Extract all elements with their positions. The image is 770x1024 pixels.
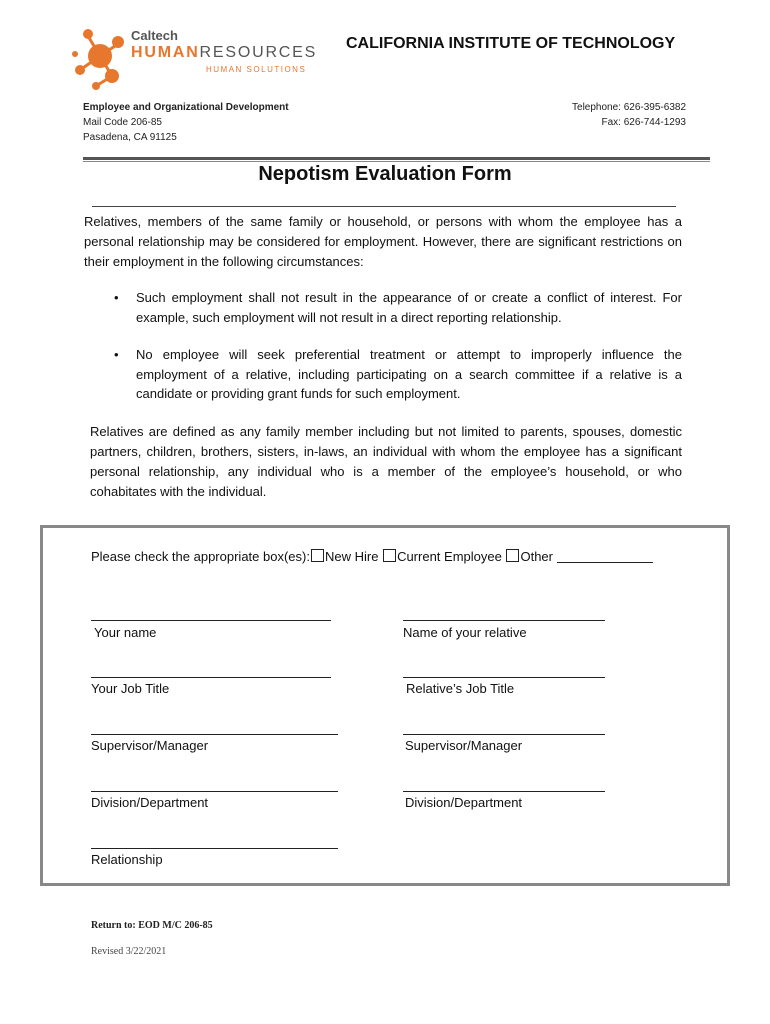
bullet-preferential-treatment: No employee will seek preferential treatment or attempt to improperly influence the employment of a relative, including participating on a search committee if a relative is a candidate or providing grant funds for such employment. bbox=[136, 347, 682, 401]
label-relative-job-title: Relative’s Job Title bbox=[406, 681, 515, 696]
checkbox-current-employee[interactable] bbox=[383, 549, 396, 562]
logo-human: HUMAN bbox=[131, 44, 200, 61]
definition-paragraph: Relatives are defined as any family member including but not limited to parents, spouses, domestic partners, children, brothers, sisters, in-laws, an individual with whom the employee has a significant personal relationship, any individual who is a member of the employee’s household, or who cohabitates with the individual. bbox=[90, 424, 682, 499]
bullet-conflict-of-interest: Such employment shall not result in the appearance of or create a conflict of interest. For example, such employment will not result in a direct reporting relationship. bbox=[136, 290, 682, 325]
logo-solutions-text: HUMAN SOLUTIONS bbox=[206, 65, 307, 74]
option-other: Other bbox=[520, 549, 553, 564]
your-division-field[interactable] bbox=[91, 791, 338, 792]
logo-caltech-text: Caltech bbox=[131, 28, 178, 43]
intro-paragraph: Relatives, members of the same family or household, or persons with whom the employee has a personal relationship may be considered for employment. However, there are significant restrictions on their employment in the following circumstances: bbox=[84, 214, 682, 269]
revised-date: Revised 3/22/2021 bbox=[91, 946, 167, 957]
label-your-name: Your name bbox=[94, 625, 157, 640]
bullet-dot: • bbox=[114, 290, 119, 305]
relative-supervisor-field[interactable] bbox=[403, 734, 605, 735]
mail-code: Mail Code 206-85 bbox=[83, 117, 162, 128]
your-job-title-field[interactable] bbox=[91, 677, 331, 678]
label-relative-supervisor: Supervisor/Manager bbox=[405, 738, 523, 753]
label-your-division: Division/Department bbox=[91, 795, 209, 810]
header-divider-thin bbox=[83, 161, 710, 162]
title-underline bbox=[92, 206, 676, 207]
institution-name: CALIFORNIA INSTITUTE OF TECHNOLOGY bbox=[346, 35, 676, 52]
label-your-supervisor: Supervisor/Manager bbox=[91, 738, 209, 753]
label-your-job-title: Your Job Title bbox=[91, 681, 170, 696]
relative-name-field[interactable] bbox=[403, 620, 605, 621]
bullet-dot: • bbox=[114, 347, 119, 362]
header-divider bbox=[83, 157, 710, 160]
form-box bbox=[40, 525, 730, 886]
your-supervisor-field[interactable] bbox=[91, 734, 338, 735]
relationship-field[interactable] bbox=[91, 848, 338, 849]
checkbox-row bbox=[91, 549, 653, 564]
relative-division-field[interactable] bbox=[403, 791, 605, 792]
city-address: Pasadena, CA 91125 bbox=[83, 132, 177, 143]
label-relative-name: Name of your relative bbox=[403, 625, 527, 640]
check-prompt: Please check the appropriate box(es): bbox=[91, 549, 310, 564]
return-to-text: Return to: EOD M/C 206-85 bbox=[91, 920, 213, 931]
relative-job-title-field[interactable] bbox=[403, 677, 605, 678]
other-specify-field[interactable] bbox=[557, 550, 653, 563]
option-new-hire: New Hire bbox=[324, 549, 379, 564]
your-name-field[interactable] bbox=[91, 620, 331, 621]
fax: Fax: 626-744-1293 bbox=[601, 117, 686, 128]
logo-resources: RESOURCES bbox=[199, 44, 318, 61]
option-current-employee: Current Employee bbox=[397, 549, 502, 564]
checkbox-new-hire[interactable] bbox=[311, 549, 324, 562]
form-title: Nepotism Evaluation Form bbox=[258, 163, 512, 185]
telephone: Telephone: 626-395-6382 bbox=[572, 102, 686, 113]
label-relationship: Relationship bbox=[91, 852, 163, 867]
department-name: Employee and Organizational Development bbox=[83, 102, 289, 113]
label-relative-division: Division/Department bbox=[405, 795, 523, 810]
checkbox-other[interactable] bbox=[506, 549, 519, 562]
logo-hr-text bbox=[131, 44, 317, 62]
